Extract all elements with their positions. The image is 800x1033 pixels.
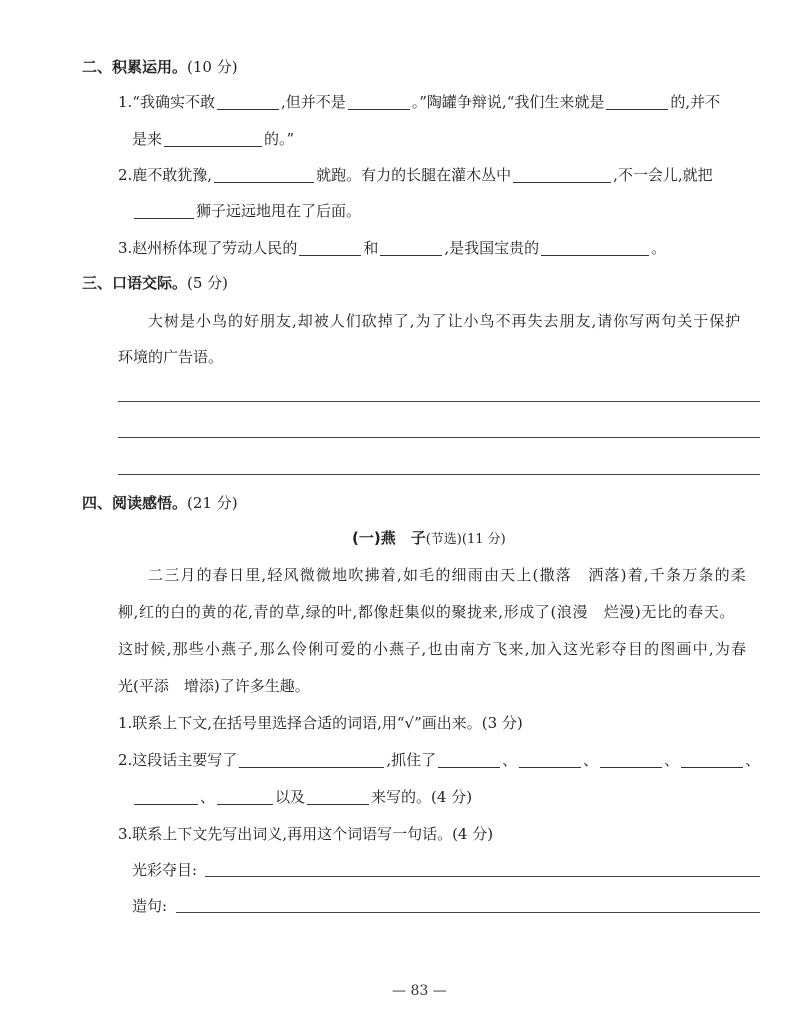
sentence-answer-line[interactable]	[176, 912, 760, 913]
separator: 、	[502, 751, 518, 769]
q2-text-c: ,不一会儿,就把	[613, 166, 713, 184]
meaning-answer-line[interactable]	[205, 876, 760, 877]
q3-text-b: 和	[363, 239, 379, 257]
answer-blank[interactable]	[217, 788, 273, 805]
section-2-question-3	[118, 237, 666, 258]
answer-blank[interactable]	[600, 751, 662, 768]
section-2-question-2-line-2	[132, 200, 361, 221]
answer-blank[interactable]	[217, 93, 279, 110]
separator: 、	[745, 751, 761, 769]
section-4-question-3: 3.联系上下文先写出词义,再用这个词语写一句话。(4 分)	[118, 825, 494, 843]
q1-text-c: 。”陶罐争辩说,“我们生来就是	[411, 93, 605, 111]
section-2-title: 二、积累运用。	[82, 58, 188, 76]
answer-blank[interactable]	[513, 166, 611, 183]
section-4-points: (21 分)	[187, 494, 238, 512]
q2-text-b: 就跑。有力的长腿在灌木丛中	[316, 166, 512, 184]
section-3-heading	[82, 272, 228, 293]
section-2-question-1-line-2	[132, 128, 294, 149]
q3-text-a: 3.赵州桥体现了劳动人民的	[118, 239, 298, 257]
answer-blank[interactable]	[239, 751, 384, 768]
q1-text-e: 是来	[132, 130, 163, 148]
passage-title-text: (一)燕 子	[352, 529, 426, 547]
separator: 、	[200, 788, 216, 806]
passage-title-note: (节选)	[425, 532, 462, 547]
answer-blank[interactable]	[606, 93, 668, 110]
sentence-label: 造句:	[132, 897, 168, 915]
answer-blank[interactable]	[380, 239, 442, 256]
q3-text-d: 。	[651, 239, 667, 257]
section-3-prompt-line-2: 环境的广告语。	[118, 348, 224, 366]
answer-blank[interactable]	[299, 239, 361, 256]
answer-blank[interactable]	[348, 93, 410, 110]
answer-blank[interactable]	[438, 751, 500, 768]
answer-blank[interactable]	[214, 166, 314, 183]
answer-blank[interactable]	[541, 239, 649, 256]
writing-line-2[interactable]	[118, 437, 760, 438]
s4q2-text-d: 来写的。(4 分)	[371, 788, 473, 806]
section-4-question-2-line-1	[118, 749, 760, 770]
section-4-title: 四、阅读感悟。	[82, 494, 188, 512]
page-number: — 83 —	[392, 983, 447, 999]
section-4-question-2-line-2	[132, 786, 472, 807]
s4q2-text-b: ,抓住了	[386, 751, 437, 769]
q1-text-d: 的,并不	[670, 93, 721, 111]
section-2-question-2-line-1	[118, 164, 713, 185]
section-2-question-1-line-1	[118, 91, 720, 112]
section-2-heading	[82, 56, 238, 77]
section-3-points: (5 分)	[187, 274, 229, 292]
passage-title	[352, 527, 506, 548]
writing-line-1[interactable]	[118, 401, 760, 402]
passage-points: (11 分)	[461, 532, 506, 547]
section-3-title: 三、口语交际。	[82, 274, 188, 292]
q3-text-c: ,是我国宝贵的	[444, 239, 540, 257]
section-3-prompt-line-1: 大树是小鸟的好朋友,却被人们砍掉了,为了让小鸟不再失去朋友,请你写两句关于保护	[148, 312, 742, 330]
meaning-label: 光彩夺目:	[132, 861, 198, 879]
writing-line-3[interactable]	[118, 474, 760, 475]
q1-text-b: ,但并不是	[280, 93, 346, 111]
answer-blank[interactable]	[519, 751, 581, 768]
passage-line-1: 二三月的春日里,轻风微微地吹拂着,如毛的细雨由天上(撒落 洒落)着,千条万条的柔	[148, 566, 748, 584]
q1-text-a: 1.“我确实不敢	[118, 93, 215, 111]
q2-text-d: 狮子远远地甩在了后面。	[196, 202, 362, 220]
answer-blank[interactable]	[164, 130, 262, 147]
q1-text-f: 的。”	[264, 130, 295, 148]
answer-blank[interactable]	[134, 788, 198, 805]
s4q2-text-a: 2.这段话主要写了	[118, 751, 238, 769]
answer-blank[interactable]	[134, 202, 194, 219]
passage-line-3: 这时候,那些小燕子,那么伶俐可爱的小燕子,也由南方飞来,加入这光彩夺目的图画中,为春	[118, 640, 748, 658]
separator: 、	[664, 751, 680, 769]
answer-blank[interactable]	[307, 788, 369, 805]
section-2-points: (10 分)	[187, 58, 238, 76]
section-4-question-1: 1.联系上下文,在括号里选择合适的词语,用“√”画出来。(3 分)	[118, 714, 523, 732]
s4q2-text-c: 以及	[275, 788, 306, 806]
passage-line-2: 柳,红的白的黄的花,青的草,绿的叶,都像赶集似的聚拢来,形成了(浪漫 烂漫)无比的春天。	[118, 603, 735, 621]
answer-blank[interactable]	[681, 751, 743, 768]
passage-line-4: 光(平添 增添)了许多生趣。	[118, 677, 310, 695]
section-4-heading	[82, 492, 238, 513]
separator: 、	[583, 751, 599, 769]
q2-text-a: 2.鹿不敢犹豫,	[118, 166, 213, 184]
